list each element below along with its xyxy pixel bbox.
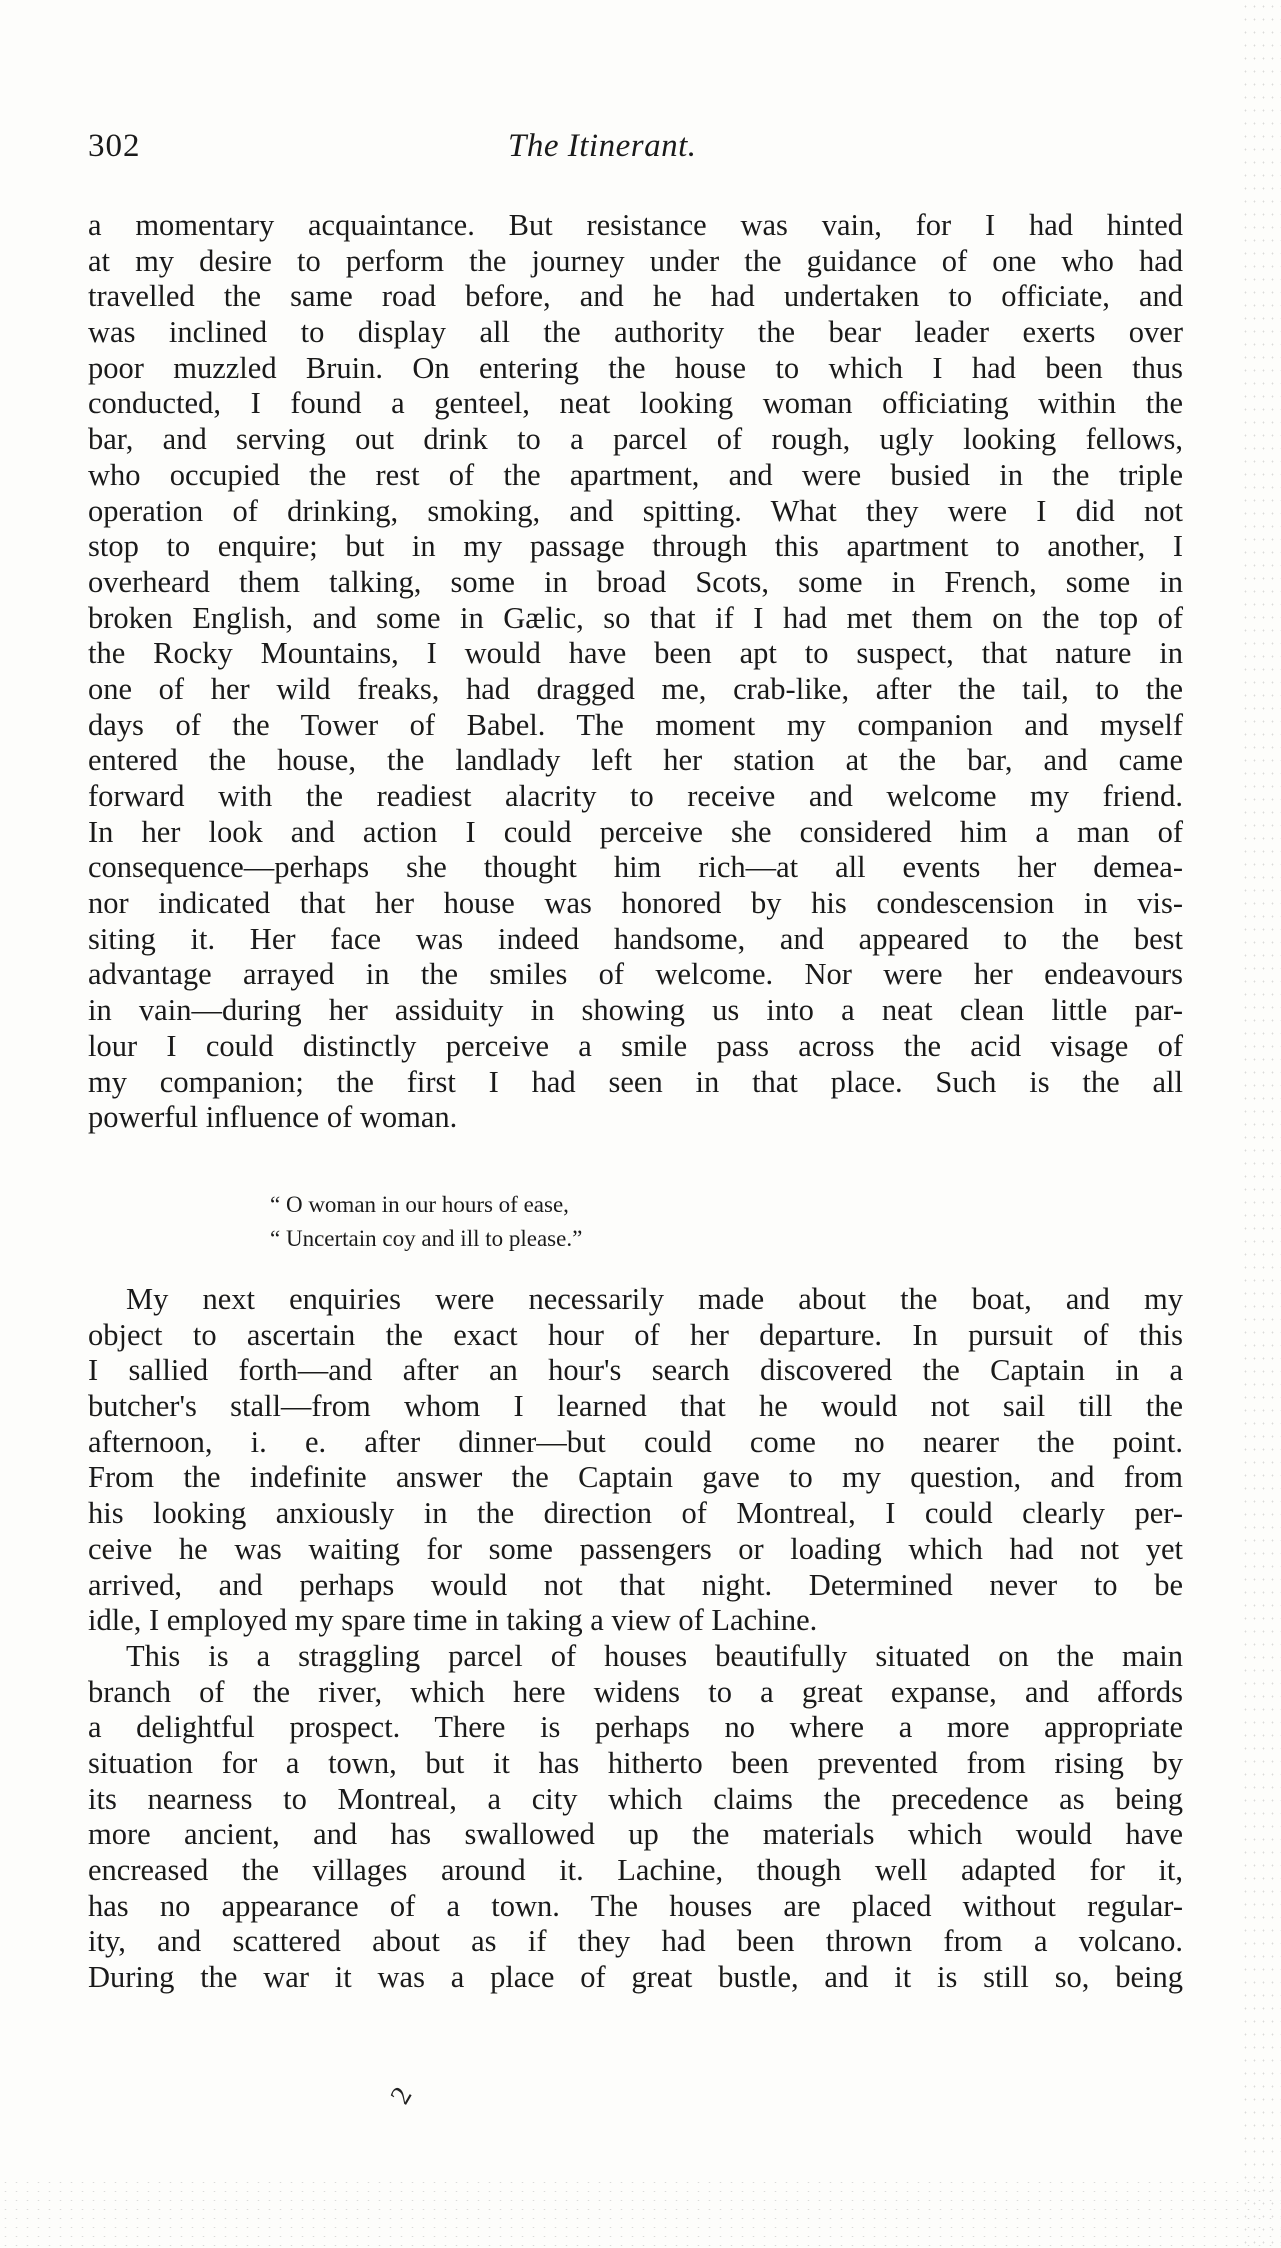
text-line: operation of drinking, smoking, and spitting. What they were I did not [88, 493, 1183, 528]
text-line: arrived, and perhaps would not that night. Determined never to be [88, 1567, 1183, 1602]
text-line: his looking anxiously in the direction of Montreal, I could clearly per- [88, 1496, 1183, 1531]
verse-line: “ O woman in our hours of ease, [270, 1192, 569, 1217]
text-line: situation for a town, but it has hitherto been prevented from rising by [88, 1745, 1183, 1780]
text-line: my companion; the first I had seen in that place. Such is the all [88, 1064, 1183, 1099]
text-line: has no appearance of a town. The houses are placed without regular- [88, 1888, 1183, 1923]
text-line: broken English, and some in Gælic, so that if I had met them on the top of [88, 600, 1183, 635]
text-line: consequence—perhaps she thought him rich—at all events her demea- [88, 850, 1183, 885]
margin-mark: 2 [384, 2081, 419, 2110]
text-line: I sallied forth—and after an hour's search discovered the Captain in a [88, 1353, 1183, 1388]
scan-speckle-bottom [0, 2178, 1281, 2248]
running-head [88, 128, 1178, 168]
text-line: a delightful prospect. There is perhaps no where a more appropriate [88, 1710, 1183, 1745]
text-line: branch of the river, which here widens to a great expanse, and affords [88, 1674, 1183, 1709]
verse-quotation [270, 1188, 582, 1256]
text-line: siting it. Her face was indeed handsome, and appeared to the best [88, 921, 1183, 956]
text-line: encreased the villages around it. Lachine, though well adapted for it, [88, 1853, 1183, 1887]
text-line: entered the house, the landlady left her station at the bar, and came [88, 743, 1183, 778]
text-line: nor indicated that her house was honored by his condescension in vis- [88, 886, 1183, 921]
running-title: The Itinerant. [508, 128, 697, 164]
text-line: more ancient, and has swallowed up the materials which would have [88, 1817, 1183, 1852]
text-line: ceive he was waiting for some passengers or loading which had not yet [88, 1531, 1183, 1566]
text-line: ity, and scattered about as if they had been thrown from a volcano. [88, 1924, 1183, 1959]
text-line: at my desire to perform the journey under the guidance of one who had [88, 243, 1183, 278]
text-line: butcher's stall—from whom I learned that he would not sail till the [88, 1389, 1183, 1424]
text-line: bar, and serving out drink to a parcel of rough, ugly looking fellows, [88, 422, 1183, 457]
text-line: advantage arrayed in the smiles of welcome. Nor were her endeavours [88, 957, 1183, 992]
text-line: in vain—during her assiduity in showing us into a neat clean little par- [88, 993, 1183, 1028]
text-line: My next enquiries were necessarily made about the boat, and my [126, 1282, 1183, 1316]
text-line: the Rocky Mountains, I would have been apt to suspect, that nature in [88, 636, 1183, 671]
text-line: idle, I employed my spare time in taking a view of Lachine. [88, 1603, 818, 1638]
text-line: who occupied the rest of the apartment, and were busied in the triple [88, 457, 1183, 492]
text-line: its nearness to Montreal, a city which claims the precedence as being [88, 1781, 1183, 1816]
paragraph-2-and-3 [88, 1282, 1183, 1996]
text-line: poor muzzled Bruin. On entering the house to which I had been thus [88, 350, 1183, 385]
text-line: During the war it was a place of great bustle, and it is still so, being [88, 1960, 1183, 1995]
text-line: In her look and action I could perceive she considered him a man of [88, 814, 1183, 849]
verse-line: “ Uncertain coy and ill to please.” [270, 1226, 583, 1251]
scan-speckle-edge [1241, 0, 1281, 2248]
text-line: afternoon, i. e. after dinner—but could come no nearer the point. [88, 1424, 1183, 1459]
text-line: forward with the readiest alacrity to receive and welcome my friend. [88, 779, 1183, 813]
text-line: a momentary acquaintance. But resistance was vain, for I had hinted [88, 208, 1183, 242]
text-line: From the indefinite answer the Captain gave to my question, and from [88, 1460, 1183, 1495]
text-line: travelled the same road before, and he had undertaken to officiate, and [88, 279, 1183, 314]
text-line: powerful influence of woman. [88, 1100, 458, 1135]
text-line: This is a straggling parcel of houses beautifully situated on the main [126, 1638, 1183, 1673]
text-line: one of her wild freaks, had dragged me, crab-like, after the tail, to the [88, 671, 1183, 706]
text-line: overheard them talking, some in broad Scots, some in French, some in [88, 564, 1183, 599]
text-line: was inclined to display all the authority the bear leader exerts over [88, 315, 1183, 350]
text-line: days of the Tower of Babel. The moment my companion and myself [88, 707, 1183, 742]
paragraph-1 [88, 208, 1183, 1136]
text-line: object to ascertain the exact hour of her departure. In pursuit of this [88, 1317, 1183, 1352]
page-number: 302 [88, 128, 141, 164]
text-line: stop to enquire; but in my passage through this apartment to another, I [88, 529, 1183, 564]
text-line: lour I could distinctly perceive a smile pass across the acid visage of [88, 1028, 1183, 1063]
text-line: conducted, I found a genteel, neat looking woman officiating within the [88, 386, 1183, 421]
